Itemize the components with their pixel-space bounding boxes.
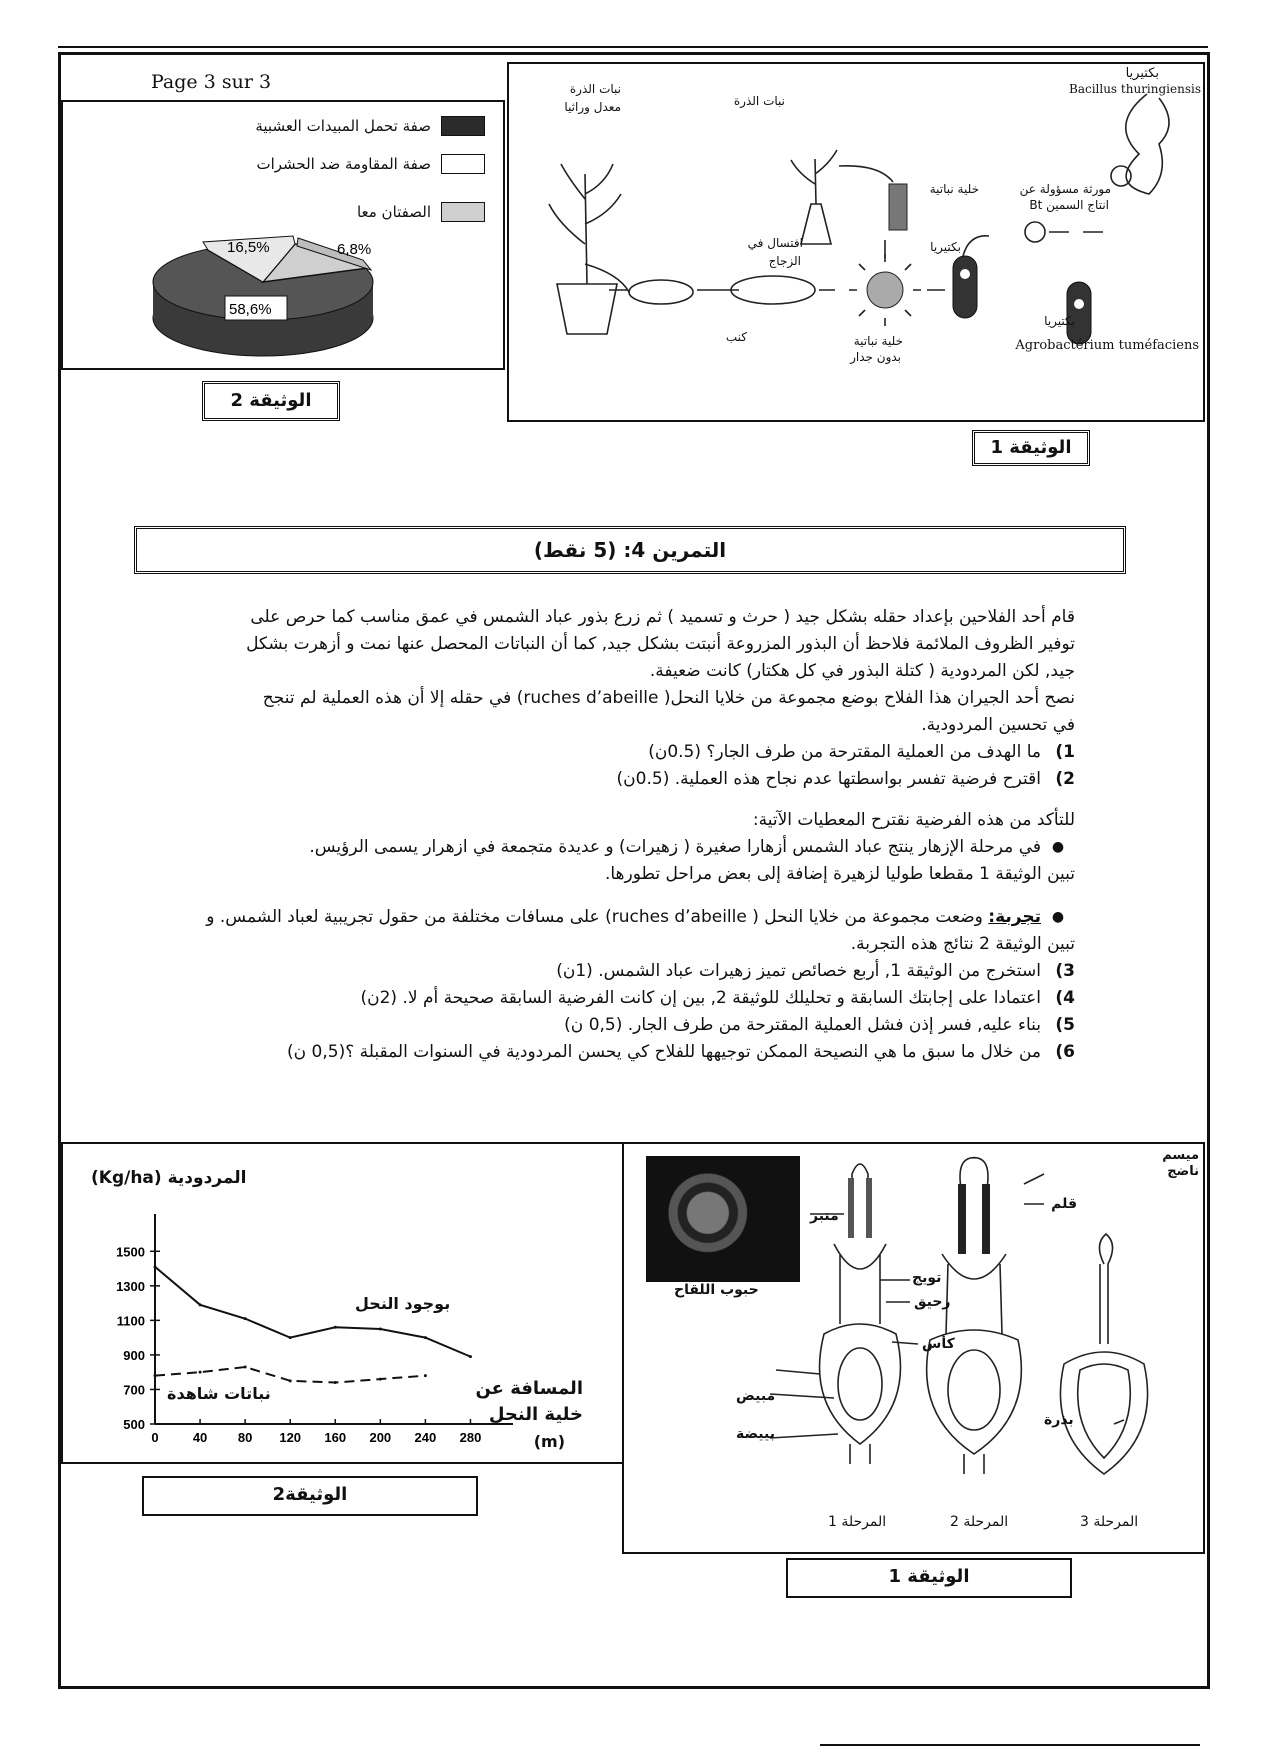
bullet-experiment-line2: تبين الوثيقة 2 نتائج هذه التجربة.	[850, 934, 1075, 954]
gene-label-2: انتاج السمين Bt	[1029, 198, 1109, 212]
x-tick-label: 40	[192, 1430, 208, 1445]
transgenic-label-1: نبات الذرة	[569, 82, 621, 96]
intro-line: في تحسين المردودية.	[921, 715, 1075, 735]
intro-line: قام أحد الفلاحين بإعداد حقله بشكل جيد ( حرث و تسميد ) ثم زرع بذور عباد الشمس في عمق مناسب كما حرص على	[250, 607, 1075, 627]
wallless-label-2: بدون جدار	[850, 350, 901, 364]
bullet-flowering: ● في مرحلة الإزهار ينتج عباد الشمس أزهارا صغيرة ( زهيرات) و عديدة متجمعة في ازهرار يسمى الرؤيس.	[309, 837, 1065, 857]
data-point	[154, 1265, 157, 1268]
bt-label-latin: Bacillus thuringiensis	[1069, 82, 1201, 96]
question-4: 4) اعتمادا على إجابتك السابقة و تحليلك للوثيقة 2, بين إن كانت الفرضية السابقة صحيحة أم لا. (2ن)	[360, 988, 1075, 1008]
data-point	[199, 1303, 202, 1306]
question-2: 2) اقترح فرضية تفسر بواسطتها عدم نجاح هذه العملية. (0.5ن)	[616, 769, 1075, 789]
data-point	[424, 1336, 427, 1339]
xlabel-line1: المسافة عن	[475, 1378, 583, 1399]
legend-item-insect	[256, 154, 485, 174]
question-6: 6) من خلال ما سبق ما هي النصيحة الممكن توجيهها للفلاح كي يحسن المردودية في السنوات المقبلة ؟(0,5 ن)	[287, 1042, 1075, 1062]
x-tick-label: 120	[279, 1430, 302, 1445]
stage-label-1: المرحلة 1	[828, 1514, 887, 1530]
y-tick-label: 900	[123, 1347, 145, 1363]
x-tick-label: 0	[151, 1430, 159, 1445]
x-tick-label: 160	[324, 1430, 347, 1445]
verify-intro: للتأكد من هذه الفرضية نقترح المعطيات الآتية:	[752, 810, 1075, 830]
data-point	[334, 1381, 337, 1384]
x-tick-label: 200	[369, 1430, 392, 1445]
data-point	[424, 1374, 427, 1377]
y-tick-label: 1300	[116, 1278, 145, 1294]
legend-label: صفة المقاومة ضد الحشرات	[256, 155, 431, 173]
pie-label-herbicide: 58,6%	[229, 301, 272, 318]
pie-label-both: 6,8%	[337, 241, 372, 258]
doc2-bottom-label: الوثيقة2	[142, 1476, 478, 1516]
x-tick-label: 240	[414, 1430, 437, 1445]
y-tick-label: 1100	[116, 1313, 145, 1329]
frame-top-rule	[58, 46, 1208, 48]
calyx-label: كأس	[922, 1336, 955, 1352]
plant-cell-label: خلية نباتية	[929, 182, 979, 196]
flower-stage-3	[1060, 1234, 1147, 1474]
gene-label-1: مورثة مسؤولة عن	[1019, 182, 1111, 196]
intro-line: نصح أحد الجيران هذا الفلاح بوضع مجموعة من خلايا النحل( ruches d’abeille) في حقله إلا أن هذه العملية لم تنجح	[262, 688, 1075, 708]
doc1-top-label: الوثيقة 1	[972, 430, 1090, 466]
doc2-top-panel	[61, 100, 505, 370]
data-point	[244, 1317, 247, 1320]
question-5: 5) بناء عليه, فسر إذن فشل العملية المقترحة من طرف الجار. (0,5 ن)	[564, 1015, 1075, 1035]
seed-label: بذرة	[1044, 1412, 1074, 1428]
stigma-label-2: ناضج	[1167, 1164, 1199, 1179]
xlabel-line2: خلية النحل	[488, 1404, 583, 1425]
transgenic-label-2: معدل وراثيا	[564, 100, 621, 114]
legend-swatch	[441, 154, 485, 174]
legend-swatch	[441, 116, 485, 136]
question-3: 3) استخرج من الوثيقة 1, أربع خصائص تميز زهيرات عباد الشمس. (1ن)	[556, 961, 1075, 981]
xlabel-unit: (m)	[533, 1432, 565, 1451]
flower-stages-drawing	[624, 1144, 1203, 1552]
x-tick-label: 280	[459, 1430, 482, 1445]
wallless-label-1: خلية نباتية	[853, 334, 903, 348]
legend-item-herbicide	[255, 116, 485, 136]
page-header: Page 3 sur 3	[151, 71, 272, 93]
pollen-caption: حبوب اللقاح	[674, 1282, 759, 1298]
anther-label: متبر	[810, 1208, 839, 1224]
data-point	[154, 1374, 157, 1377]
agro-label-latin: Agrobactérium tuméfaciens	[1015, 338, 1199, 353]
y-tick-label: 1500	[116, 1244, 145, 1260]
exercise-title: التمرين 4: (5 نقط)	[134, 526, 1126, 574]
intro-line: جيد, لكن المردودية ( كتلة البذور في كل هكتار) كانت ضعيفة.	[649, 661, 1075, 681]
doc1-bottom-panel	[622, 1142, 1205, 1554]
ovule-label: بييضة	[736, 1426, 775, 1442]
corn-sprout-drawing	[791, 150, 837, 244]
bacteria-mid-label: بكتيريا	[930, 240, 961, 254]
data-point	[289, 1336, 292, 1339]
y-tick-label: 700	[123, 1382, 145, 1398]
bullet-flowering-line2: تبين الوثيقة 1 مقطعا طوليا لزهيرة إضافة إلى بعض مراحل تطورها.	[604, 864, 1075, 884]
culture-label-1: افتسال في	[747, 236, 803, 250]
transgenic-plant-drawing	[549, 164, 629, 334]
bt-bacterium-drawing	[1025, 94, 1169, 242]
footer-rule	[820, 1744, 1200, 1746]
series-label-bees: بوجود النحل	[355, 1294, 451, 1313]
legend-label: الصفتان معا	[356, 203, 431, 221]
pie-chart	[113, 230, 453, 360]
callus-label: كنب	[725, 330, 747, 344]
ylabel: المردودية (Kg/ha)	[91, 1168, 247, 1188]
intro-line: توفير الظروف الملائمة فلاحظ أن البذور المزروعة أنبتت بشكل جيد, كما أن النباتات المحصل عنها نمت و أزهرت بشكل	[246, 634, 1075, 654]
doc2-top-label: الوثيقة 2	[202, 381, 340, 421]
data-point	[334, 1326, 337, 1329]
legend-label: صفة تحمل المبيدات العشبية	[255, 117, 431, 135]
data-point	[379, 1328, 382, 1331]
stigma-label-1: ميسم	[1162, 1148, 1199, 1163]
doc1-top-panel	[507, 62, 1205, 422]
bt-label-ar: بكتيريا	[1125, 66, 1159, 81]
data-point	[469, 1355, 472, 1358]
y-tick-label: 500	[123, 1417, 145, 1432]
ovary-label: مبيض	[736, 1388, 776, 1404]
legend-item-both	[357, 202, 485, 222]
data-point	[199, 1371, 202, 1374]
doc1-bottom-label: الوثيقة 1	[786, 1558, 1072, 1598]
data-point	[289, 1379, 292, 1382]
filament-label: رحيق	[914, 1294, 951, 1310]
corn-plant-label: نبات الذرة	[733, 94, 785, 108]
style-label: قلم	[1051, 1196, 1077, 1212]
agro-label-ar: بكتيريا	[1044, 314, 1075, 328]
culture-label-2: الزجاج	[768, 254, 801, 268]
data-point	[379, 1378, 382, 1381]
stage-label-3: المرحلة 3	[1080, 1514, 1139, 1530]
data-point	[244, 1366, 247, 1369]
gmo-diagram	[509, 64, 1203, 420]
question-1: 1) ما الهدف من العملية المقترحة من طرف الجار؟ (0.5ن)	[648, 742, 1075, 762]
x-tick-label: 80	[237, 1430, 253, 1445]
bullet-experiment: ● تجربة: وضعت مجموعة من خلايا النحل ( ruches d’abeille) على مسافات مختلفة من حقول تجريبية لعباد الشمس. و	[206, 907, 1065, 927]
flower-stage-2	[927, 1158, 1022, 1474]
pie-label-insect: 16,5%	[227, 239, 270, 256]
doc2-bottom-panel	[61, 1142, 625, 1464]
exercise-text	[150, 604, 1075, 1066]
stage-label-2: المرحلة 2	[950, 1514, 1009, 1530]
legend-swatch	[441, 202, 485, 222]
corolla-label: تويج	[912, 1270, 942, 1286]
series-label-control: نباتات شاهدة	[167, 1384, 271, 1403]
